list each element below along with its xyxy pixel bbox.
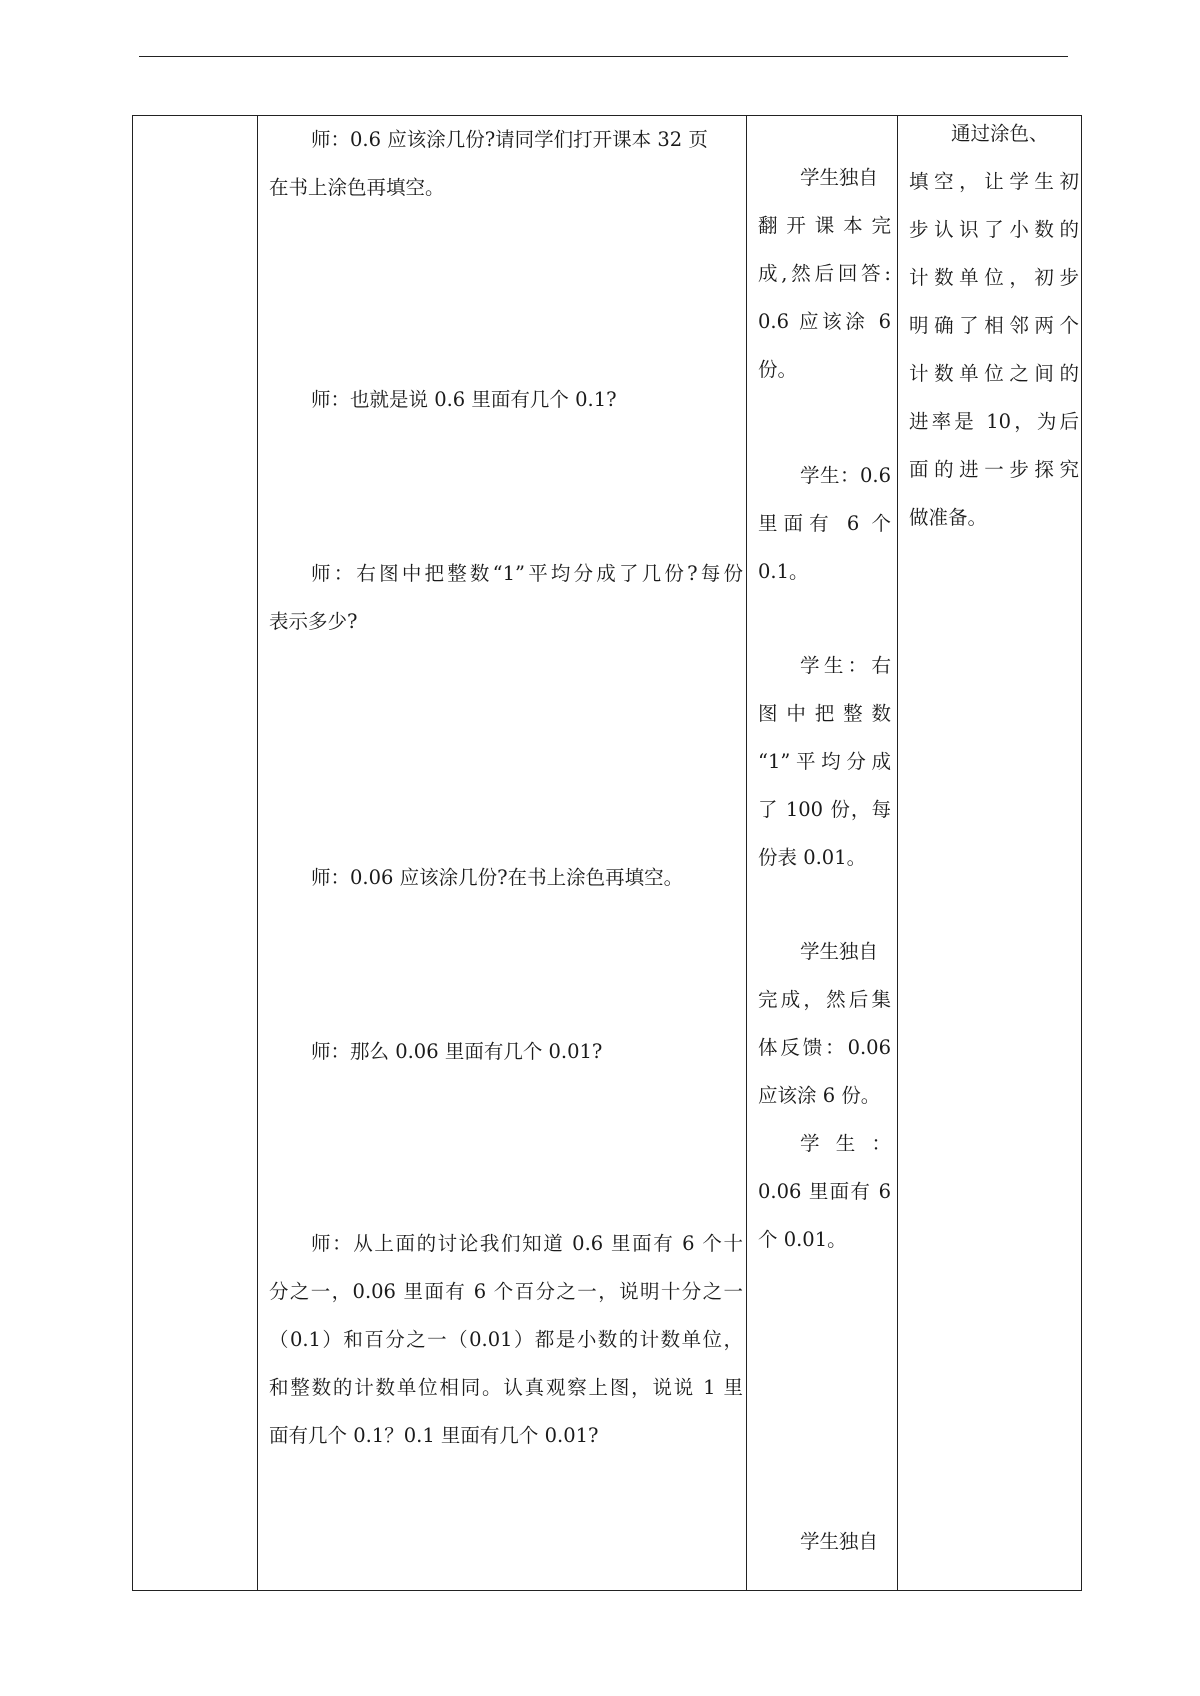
header-rule <box>139 56 1068 57</box>
teacher-paragraph <box>269 116 743 212</box>
text-line: 师：0.6 应该涂几份?请同学们打开课本 32 页 <box>311 128 708 151</box>
student-paragraph <box>758 1120 891 1264</box>
text-line: 师：右图中把整数“1”平均分成了几份?每份 <box>311 562 743 585</box>
text-line: 份。 <box>758 358 798 381</box>
text-line: 分之一，0.06 里面有 6 个百分之一，说明十分之一 <box>269 1280 743 1303</box>
text-line: 计数单位，初步 <box>909 266 1079 289</box>
text-line: 通过涂色、 <box>951 122 1049 145</box>
text-line: 个 0.01。 <box>758 1228 847 1251</box>
design-intent-cell <box>898 116 1082 1591</box>
text-line: 份表 0.01。 <box>758 846 867 869</box>
table-row <box>133 116 1082 1591</box>
text-line: 在书上涂色再填空。 <box>269 176 445 199</box>
text-line: 图中把整数 <box>758 702 891 725</box>
text-line: 师：也就是说 0.6 里面有几个 0.1? <box>311 388 617 411</box>
teacher-paragraph <box>269 1220 743 1460</box>
text-line: 学生独自 <box>800 166 879 189</box>
text-line: 师：那么 0.06 里面有几个 0.01? <box>311 1040 603 1063</box>
text-line: 学生：右 <box>800 654 891 677</box>
text-line: 填空，让学生初 <box>909 170 1079 193</box>
text-line: 了 100 份，每 <box>758 798 891 821</box>
text-line: 做准备。 <box>909 506 988 529</box>
teacher-paragraph <box>269 550 743 646</box>
text-line: 学 生 ： <box>800 1132 891 1155</box>
text-line: 表示多少? <box>269 610 358 633</box>
student-paragraph <box>758 154 891 394</box>
text-line: 应该涂 6 份。 <box>758 1084 881 1107</box>
text-line: 师：0.06 应该涂几份?在书上涂色再填空。 <box>311 866 684 889</box>
text-line: 0.06 里面有 6 <box>758 1180 891 1203</box>
text-line: “1”平均分成 <box>758 750 891 773</box>
text-line: 和整数的计数单位相同。认真观察上图，说说 1 里 <box>269 1376 743 1399</box>
text-line: 学生：0.6 <box>800 464 891 487</box>
text-line: 翻开课本完 <box>758 214 891 237</box>
text-line: 学生独自 <box>800 1530 879 1553</box>
text-line: 步认识了小数的 <box>909 218 1079 241</box>
text-line: 0.1。 <box>758 560 809 583</box>
stage-cell <box>133 116 258 1591</box>
text-line: 明确了相邻两个 <box>909 314 1079 337</box>
teacher-paragraph <box>269 854 743 902</box>
teacher-paragraph <box>269 376 743 424</box>
teacher-paragraph <box>269 1028 743 1076</box>
student-activity-cell <box>747 116 898 1591</box>
text-line: 0.6 应该涂 6 <box>758 310 891 333</box>
text-line: 完成，然后集 <box>758 988 891 1011</box>
text-line: 面的进一步探究 <box>909 458 1079 481</box>
design-intent-paragraph <box>909 110 1079 542</box>
text-line: 面有几个 0.1？0.1 里面有几个 0.01? <box>269 1424 599 1447</box>
teacher-activity-cell <box>258 116 747 1591</box>
text-line: 里面有 6 个 <box>758 512 891 535</box>
text-line: 计数单位之间的 <box>909 362 1079 385</box>
text-line: 成,然后回答: <box>758 262 891 285</box>
text-line: 体反馈：0.06 <box>758 1036 891 1059</box>
text-line: 进率是 10，为后 <box>909 410 1079 433</box>
text-line: （0.1）和百分之一（0.01）都是小数的计数单位， <box>269 1328 743 1351</box>
student-paragraph <box>758 642 891 882</box>
text-line: 学生独自 <box>800 940 879 963</box>
student-paragraph <box>758 928 891 1120</box>
lesson-plan-table <box>132 115 1082 1591</box>
student-paragraph <box>758 452 891 596</box>
text-line: 师：从上面的讨论我们知道 0.6 里面有 6 个十 <box>311 1232 743 1255</box>
student-paragraph <box>758 1518 891 1566</box>
